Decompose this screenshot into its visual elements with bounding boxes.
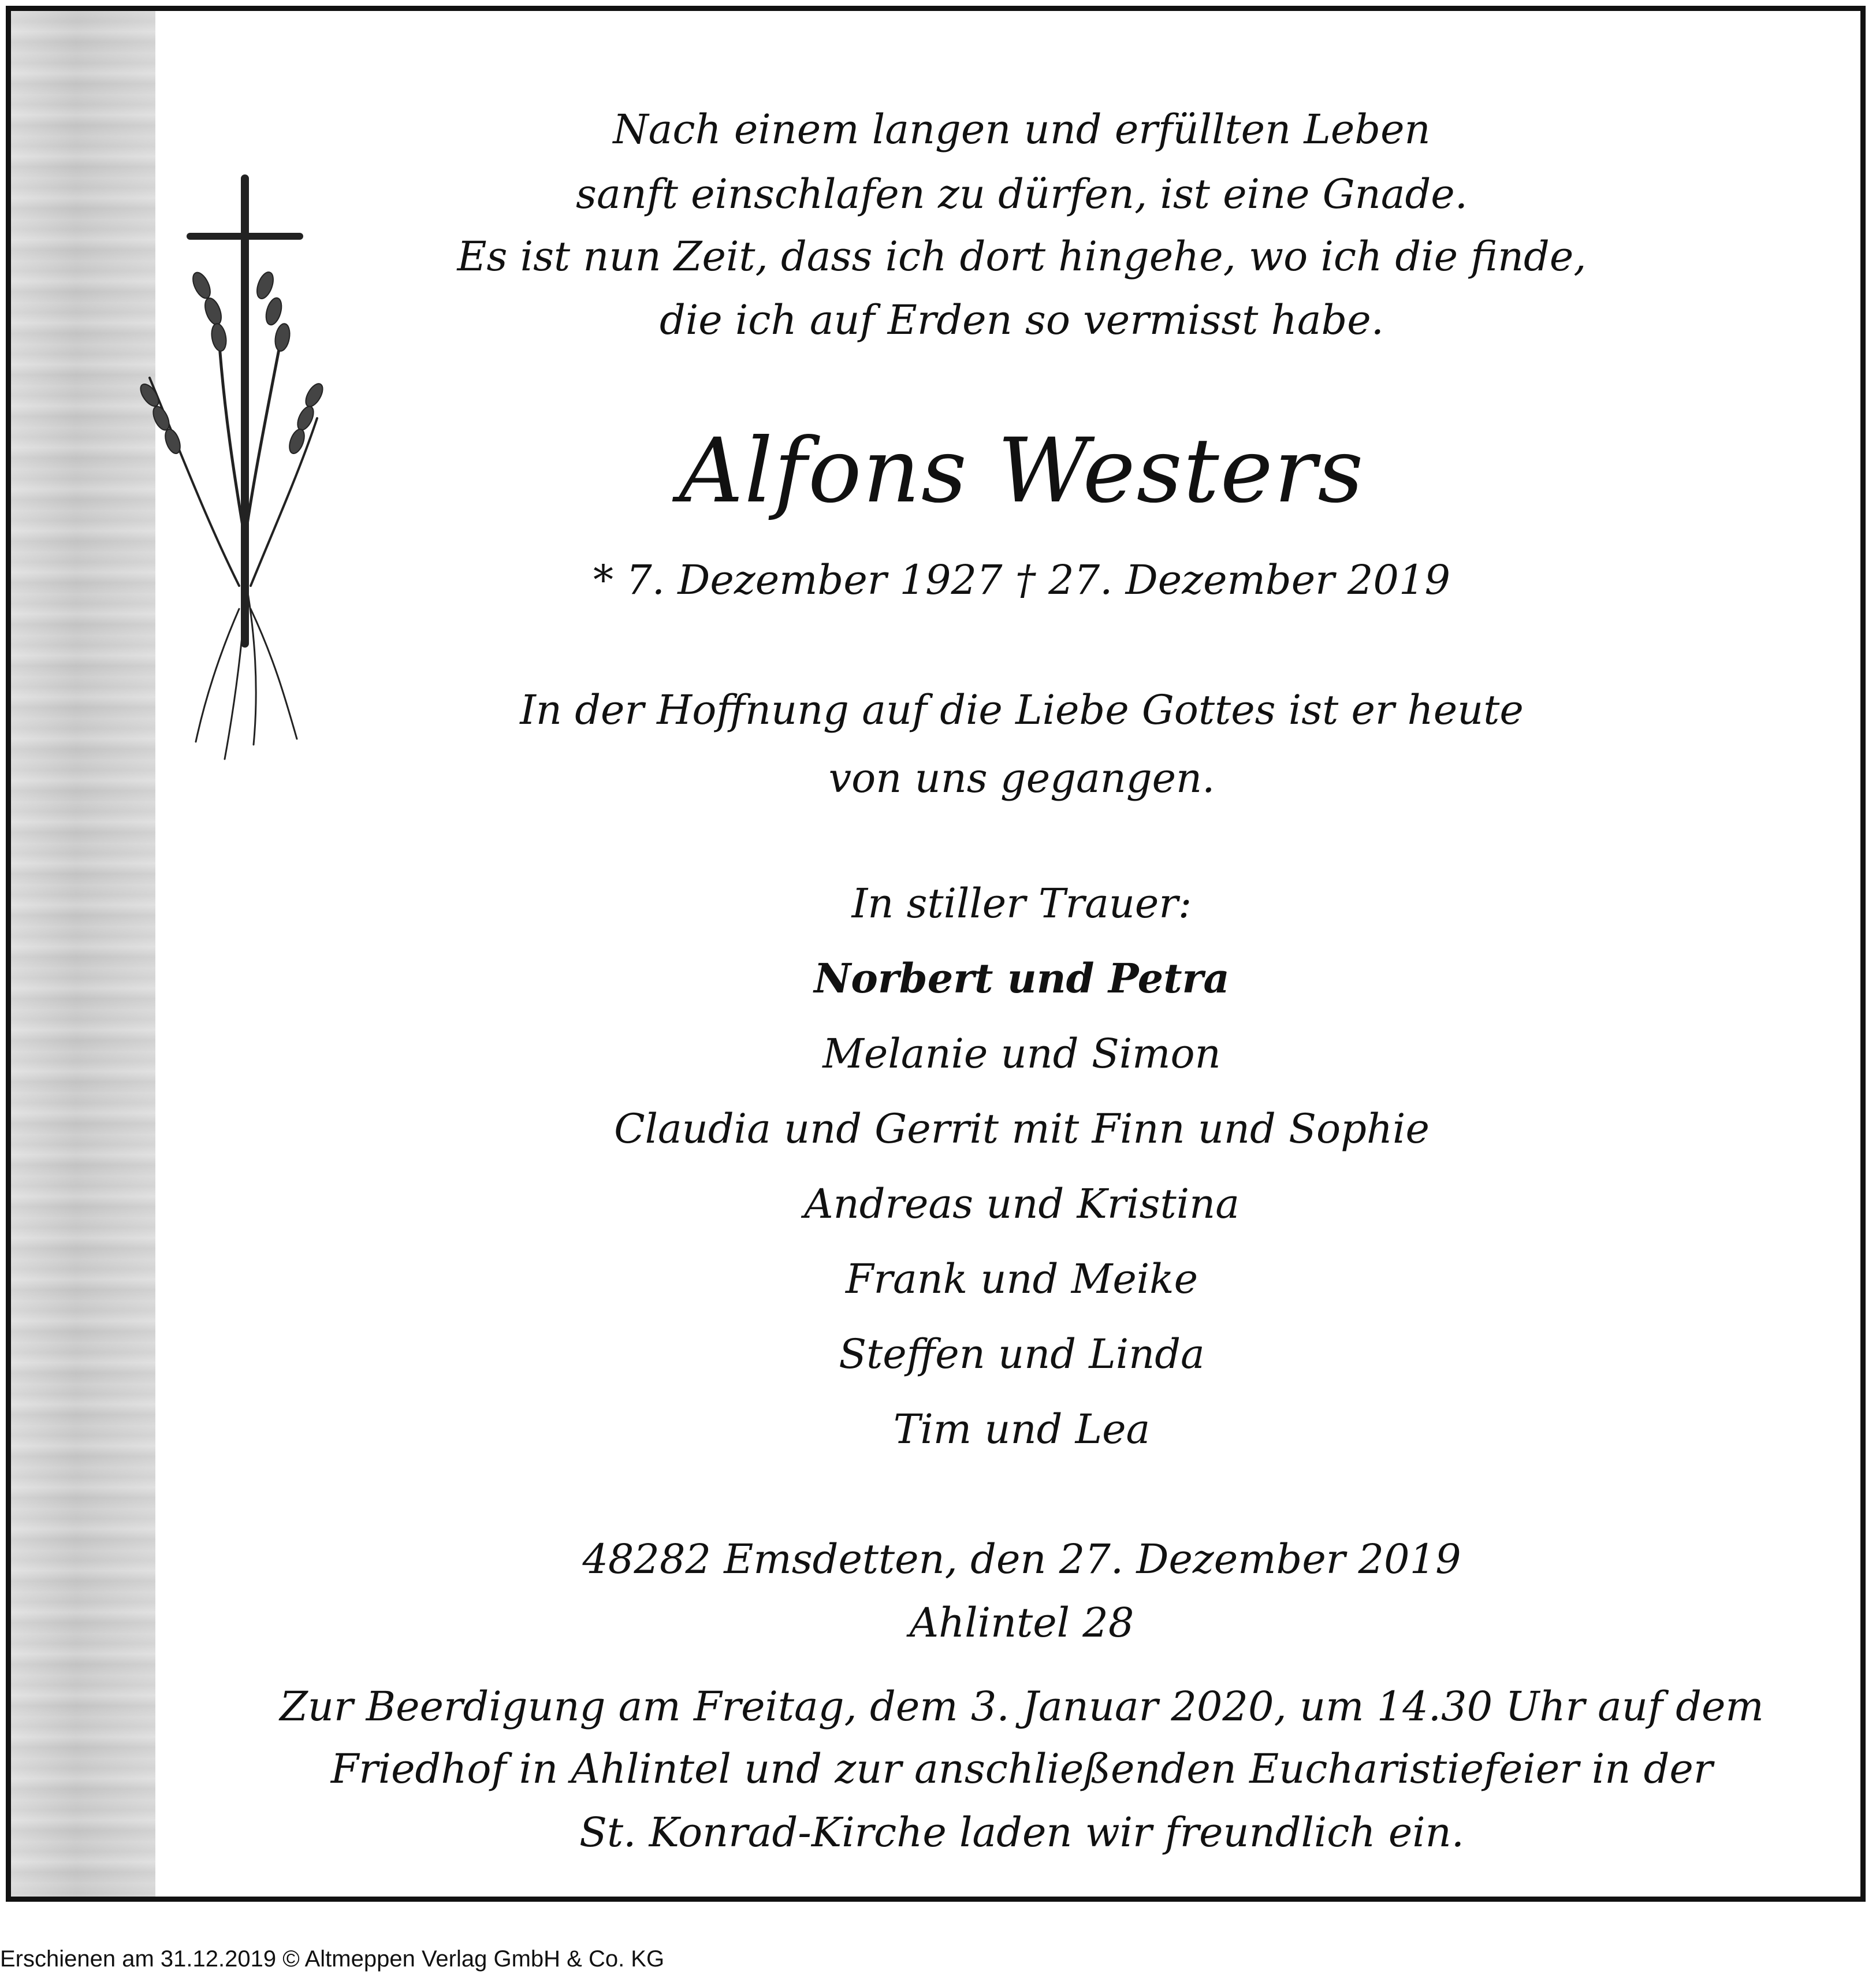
mourner-line: Frank und Meike <box>845 1255 1198 1303</box>
message-line-1: In der Hoffnung auf die Liebe Gottes ist er heute <box>520 686 1524 734</box>
mourner-line: Andreas und Kristina <box>804 1180 1240 1228</box>
funeral-line-2: Friedhof in Ahlintel und zur anschließenden Eucharistiefeier in der <box>330 1745 1713 1793</box>
obituary-content <box>184 11 1859 1897</box>
mourner-line: Steffen und Linda <box>839 1330 1205 1378</box>
verse-line-1: Nach einem langen und erfüllten Leben <box>613 106 1431 153</box>
location-line-1: 48282 Emsdetten, den 27. Dezember 2019 <box>582 1535 1461 1583</box>
verse-line-2: sanft einschlafen zu dürfen, ist eine Gnade. <box>576 170 1468 218</box>
verse-line-4: die ich auf Erden so vermisst habe. <box>660 296 1384 344</box>
deceased-name: Alfons Westers <box>679 419 1365 523</box>
mourner-line: Tim und Lea <box>893 1406 1151 1453</box>
funeral-line-1: Zur Beerdigung am Freitag, dem 3. Januar 2020, um 14.30 Uhr auf dem <box>280 1683 1764 1730</box>
mourning-intro: In stiller Trauer: <box>851 880 1192 927</box>
life-dates: * 7. Dezember 1927 † 27. Dezember 2019 <box>593 556 1450 604</box>
location-line-2: Ahlintel 28 <box>909 1599 1134 1646</box>
mourner-line: Claudia und Gerrit mit Finn und Sophie <box>614 1105 1430 1152</box>
obituary-card <box>6 6 1866 1902</box>
mourner-line: Melanie und Simon <box>822 1030 1221 1077</box>
message-line-2: von uns gegangen. <box>828 754 1215 802</box>
publication-footer: Erschienen am 31.12.2019 © Altmeppen Verlag GmbH & Co. KG <box>0 1946 665 1972</box>
mourner-primary: Norbert und Petra <box>814 954 1230 1002</box>
verse-line-3: Es ist nun Zeit, dass ich dort hingehe, wo ich die finde, <box>457 233 1587 280</box>
funeral-line-3: St. Konrad-Kirche laden wir freundlich ein. <box>579 1809 1464 1856</box>
